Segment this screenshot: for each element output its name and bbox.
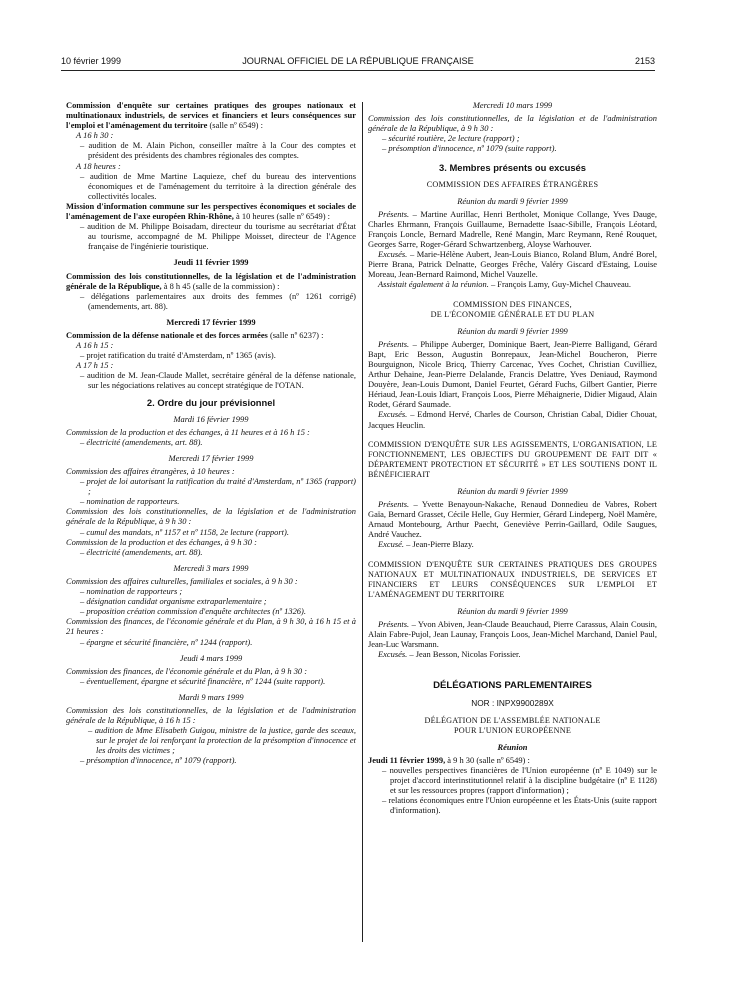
agenda-item: – projet ratification du traité d'Amsterdam, nº 1365 (avis). xyxy=(80,350,276,361)
delegation-name: DÉLÉGATION DE L'ASSEMBLÉE NATIONALE xyxy=(424,715,601,725)
commission-entry: Commission des lois constitutionnelles, de la législation et de l'administration générale de la République, à 9 h 30 : xyxy=(66,506,356,527)
agenda-item: – relations économiques entre l'Union européenne et les États-Unis (suite rapport d'information). xyxy=(382,795,657,816)
commission-entry: Commission des affaires étrangères, à 10 heures : xyxy=(66,466,235,476)
commission-name: COMMISSION DES FINANCES, xyxy=(453,299,572,309)
agenda-item: – éventuellement, épargne et sécurité financière, nº 1244 (suite rapport). xyxy=(80,675,326,686)
agenda-item: – sécurité routière, 2e lecture (rapport) ; xyxy=(382,133,520,144)
left-column xyxy=(66,100,356,766)
meeting-date: Réunion du mardi 9 février 1999 xyxy=(457,486,568,496)
agenda-item: – électricité (amendements, art. 88). xyxy=(80,436,203,447)
members-excused: Excusés. – Edmond Hervé, Charles de Courson, Christian Cabal, Didier Chouat, Jacques Heuclin. xyxy=(368,409,657,430)
commission-entry: Commission de la défense nationale et des forces armées (salle nº 6237) : xyxy=(66,329,324,340)
members-excused: Excusés. – Marie-Hélène Aubert, Jean-Louis Bianco, Roland Blum, André Borel, Pierre Brana, Patrick Delnatte, Georges Frêche, Valéry Giscard d'Estaing, Louise Moreau, Jean-Bernard Raimond, Michel Vauzelle. xyxy=(368,249,657,280)
time-slot: A 16 h 30 : xyxy=(76,130,114,141)
day-heading: Mercredi 3 mars 1999 xyxy=(173,562,249,573)
day-heading: Mercredi 10 mars 1999 xyxy=(472,100,553,110)
section-heading: 3. Membres présents ou excusés xyxy=(439,162,586,174)
commission-entry: Commission des lois constitutionnelles, de la législation et de l'administration générale de la République, à 8 h 45 (salle de la commission) : xyxy=(66,270,356,291)
commission-name: DE L'ÉCONOMIE GÉNÉRALE ET DU PLAN xyxy=(430,309,595,319)
agenda-item: – proposition création commission d'enquête architectes (nº 1326). xyxy=(80,606,306,617)
right-column xyxy=(368,100,657,815)
day-heading: Mercredi 17 février 1999 xyxy=(168,452,254,463)
meeting-entry: Jeudi 11 février 1999, à 9 h 30 (salle nº 6549) : xyxy=(368,754,530,765)
commission-entry: Commission de la production et des échanges, à 11 heures et à 16 h 15 : xyxy=(66,426,310,437)
journal-title: JOURNAL OFFICIEL DE LA RÉPUBLIQUE FRANÇAISE xyxy=(242,56,474,66)
agenda-item: – nomination de rapporteurs. xyxy=(80,496,180,507)
agenda-item: – audition de Mme Elisabeth Guigou, ministre de la justice, garde des sceaux, sur le projet de loi renforçant la protection de la présomption d'innocence et les droits des victimes ; xyxy=(88,725,356,756)
delegation-name: POUR L'UNION EUROPÉENNE xyxy=(453,725,572,735)
meeting-date: Réunion du mardi 9 février 1999 xyxy=(457,325,568,336)
commission-entry: Commission des finances, de l'économie générale et du Plan, à 9 h 30 : xyxy=(66,665,308,676)
commission-entry: Mission d'information commune sur les perspectives économiques et sociales de l'aménagement de l'axe européen Rhin-Rhône, à 10 heures (salle nº 6549) : xyxy=(66,200,356,222)
agenda-item: – audition de Mme Martine Laquieze, chef du bureau des interventions économiques et de l'aménagement du territoire à la direction générale des collectivités locales. xyxy=(80,170,356,201)
time-slot: A 17 h 15 : xyxy=(76,360,114,371)
day-heading: Jeudi 4 mars 1999 xyxy=(179,652,243,663)
agenda-item: – audition de M. Alain Pichon, conseiller maître à la Cour des comptes et président des présidents des chambres régionales des comptes. xyxy=(80,140,356,161)
members-present: Présents. – Yvette Benayoun-Nakache, Renaud Donnedieu de Vabres, Robert Gaïa, Bernard Grasset, Cécile Helle, Guy Hermier, Gérard Lindeperg, Noël Mamère, Arnaud Montebourg, Arthur Paecht, Geneviève Perrin-Gaillard, Odile Saugues, André Vauchez. xyxy=(368,499,657,540)
agenda-item: – désignation candidat organisme extraparlementaire ; xyxy=(80,596,267,607)
agenda-item: – électricité (amendements, art. 88). xyxy=(80,546,203,557)
agenda-item: – délégations parlementaires aux droits des femmes (nº 1261 corrigé) (amendements, art. 88). xyxy=(80,290,356,311)
agenda-item: – nouvelles perspectives financières de l'Union européenne (nº E 1049) sur le projet d'accord interinstitutionnel relatif à la discipline budgétaire (nº E 1128) et sur les ressources propres (rapport d'information) ; xyxy=(382,764,657,796)
commission-entry: Commission de la production et des échanges, à 9 h 30 : xyxy=(66,536,257,547)
members-excused: Excusé. – Jean-Pierre Blazy. xyxy=(378,539,474,550)
members-present: Présents. – Philippe Auberger, Dominique Baert, Jean-Pierre Balligand, Gérard Bapt, Eric Besson, Augustin Bonrepaux, Jean-Michel Boucheron, Pierre Bourguignon, Nicole Bricq, Thierry Carcenac, Yves Cochet, Christian Cuvilliez, Arthur Dehaine, Jean-Pierre Delalande, Francis Delattre, Yves Deniaud, Raymond Douyère, Jean-Louis Dumont, Daniel Feurtet, Gérard Fuchs, Gilbert Gantier, Pierre Hériaud, Jean-Louis Idiart, François Loos, Pierre Méhaignerie, Didier Migaud, Alain Rodet, Gérard Saumade. xyxy=(368,338,657,410)
agenda-item: – épargne et sécurité financière, nº 1244 (rapport). xyxy=(80,636,253,647)
members-excused: Excusés. – Jean Besson, Nicolas Forissier. xyxy=(378,649,521,660)
time-slot: A 16 h 15 : xyxy=(76,340,114,351)
agenda-item: – présomption d'innocence, nº 1079 (suite rapport). xyxy=(382,143,557,154)
section-title: DÉLÉGATIONS PARLEMENTAIRES xyxy=(433,680,592,692)
column-divider xyxy=(362,102,363,942)
commission-entry: Commission d'enquête sur certaines pratiques des groupes nationaux et multinationaux industriels, de services et financiers et leurs conséquences sur l'emploi et l'aménagement du territoire (salle nº 6549) : xyxy=(66,100,356,131)
commission-entry: Commission des lois constitutionnelles, de la législation et de l'administration générale de la République, à 16 h 15 : xyxy=(66,704,356,726)
agenda-item: – projet de loi autorisant la ratification du traité d'Amsterdam, nº 1365 (rapport) ; xyxy=(80,476,356,497)
header-date: 10 février 1999 xyxy=(61,56,122,66)
agenda-item: – présomption d'innocence, nº 1079 (rapport). xyxy=(80,755,237,766)
agenda-item: – audition de M. Jean-Claude Mallet, secrétaire général de la défense nationale, sur les négociations relatives au concept stratégique de l'OTAN. xyxy=(80,370,356,391)
time-slot: A 18 heures : xyxy=(76,160,121,171)
nor-reference: NOR : INPX9900289X xyxy=(471,697,554,708)
agenda-item: – audition de M. Philippe Boisadam, directeur du tourisme au secrétariat d'État au tourisme, accompagné de M. Philippe Moisset, directeur de l'Agence française de l'ingénierie touristique. xyxy=(80,221,356,252)
page-header xyxy=(61,56,655,70)
members-attending: Assistait également à la réunion. – François Lamy, Guy-Michel Chauveau. xyxy=(378,279,632,290)
day-heading: Jeudi 11 février 1999 xyxy=(173,257,249,268)
members-present: Présents. – Martine Aurillac, Henri Bertholet, Monique Collange, Yves Dauge, Charles Ehrmann, François Guillaume, Bernadette Isaac-Sibille, François Léotard, François Loncle, Bernard Madrelle, René Mangin, Marc Reymann, René Rouquet, Georges Sarre, Roger-Gérard Schwartzenberg, Aloyse Warhouver. xyxy=(368,208,657,250)
commission-entry: Commission des finances, de l'économie générale et du Plan, à 9 h 30, à 16 h 15 et à 21 heures : xyxy=(66,616,356,637)
day-heading: Mercredi 17 février 1999 xyxy=(166,316,256,327)
commission-entry: Commission des affaires culturelles, familiales et sociales, à 9 h 30 : xyxy=(66,575,298,586)
day-heading: Mardi 16 février 1999 xyxy=(173,413,249,424)
meeting-date: Réunion du mardi 9 février 1999 xyxy=(457,605,568,616)
commission-name: COMMISSION D'ENQUÊTE SUR LES AGISSEMENTS, L'ORGANISATION, LE FONCTIONNEMENT, LES OBJECTIFS DU GROUPEMENT DE FAIT DIT « DÉPARTEMENT PROTECTION ET SÉCURITÉ » ET LES SOUTIENS DONT IL BÉNÉFICIERAIT xyxy=(368,439,657,479)
meeting-date: Réunion du mardi 9 février 1999 xyxy=(457,195,568,206)
day-heading: Mardi 9 mars 1999 xyxy=(178,691,244,702)
page-number: 2153 xyxy=(634,56,655,66)
section-heading: 2. Ordre du jour prévisionnel xyxy=(146,396,276,408)
agenda-item: – cumul des mandats, nº 1157 et nº 1158, 2e lecture (rapport). xyxy=(80,526,289,537)
meeting-heading: Réunion xyxy=(497,741,528,752)
commission-entry: Commission des lois constitutionnelles, de la législation et de l'administration générale de la République, à 9 h 30 : xyxy=(368,113,657,134)
commission-name: COMMISSION D'ENQUÊTE SUR CERTAINES PRATIQUES DES GROUPES NATIONAUX ET MULTINATIONAUX INDUSTRIELS, DE SERVICES ET FINANCIERS ET LEURS CONSÉQUENCES SUR L'EMPLOI ET L'AMÉNAGEMENT DU TERRITOIRE xyxy=(368,559,657,599)
members-present: Présents. – Yvon Abiven, Jean-Claude Beauchaud, Pierre Carassus, Alain Cousin, Alain Fabre-Pujol, Jean Launay, François Loos, Jean-Michel Marchand, Daniel Paul, Jean-Luc Warsmann. xyxy=(368,619,657,650)
header-rule xyxy=(61,70,655,71)
commission-name: COMMISSION DES AFFAIRES ÉTRANGÈRES xyxy=(426,179,599,189)
agenda-item: – nomination de rapporteurs ; xyxy=(80,586,183,597)
